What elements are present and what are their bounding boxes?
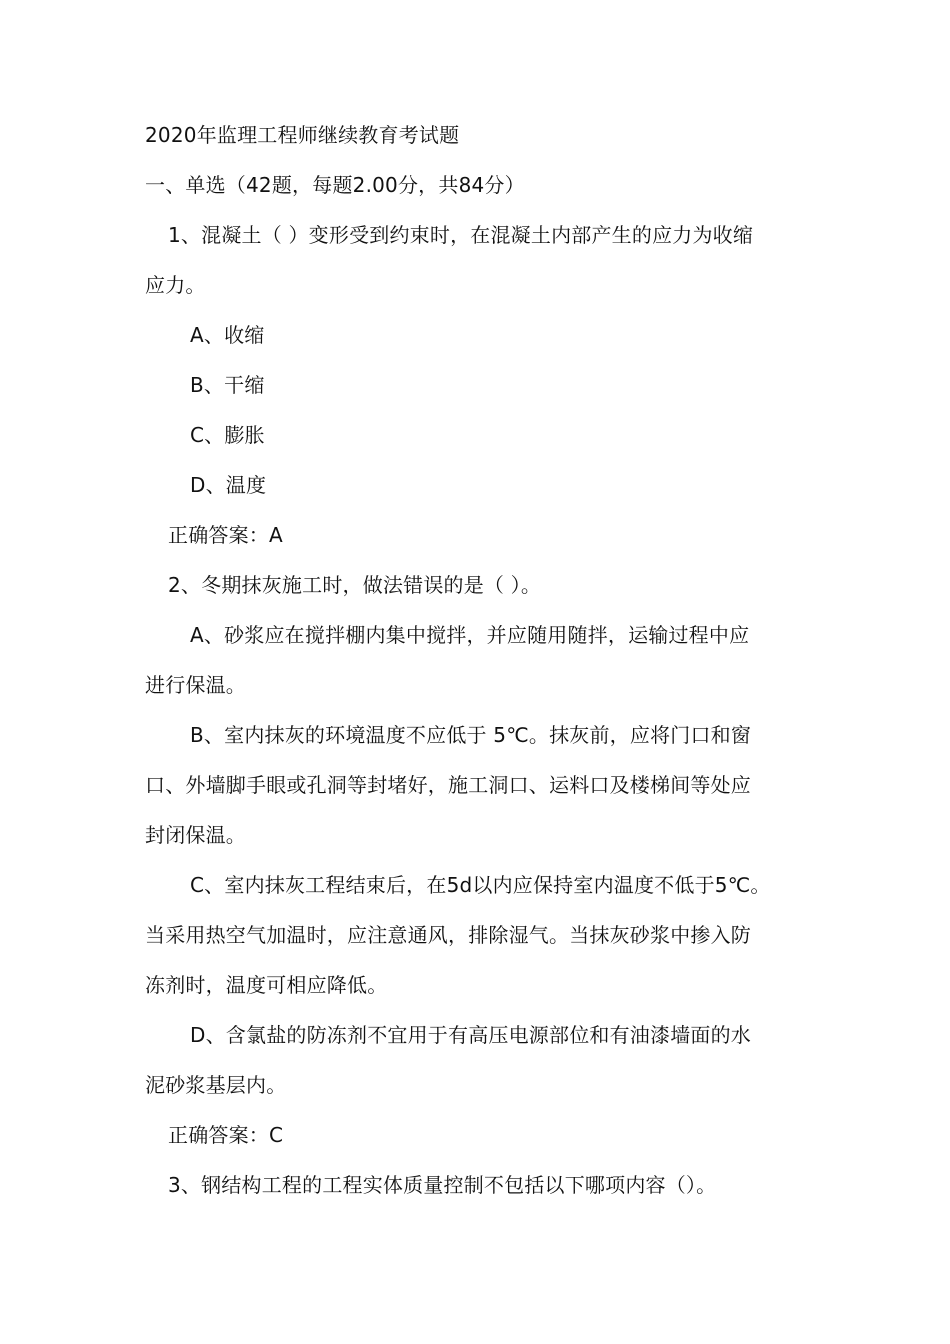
question-2-option-a-line-1: A、砂浆应在搅拌棚内集中搅拌，并应随用随拌，运输过程中应 xyxy=(190,623,750,647)
question-2-stem: 2、冬期抹灰施工时，做法错误的是（ ）。 xyxy=(168,573,542,597)
question-1-option-c: C、膨胀 xyxy=(190,423,265,447)
question-2-option-d-line-1: D、含氯盐的防冻剂不宜用于有高压电源部位和有油漆墙面的水 xyxy=(190,1023,751,1047)
question-2-option-c-line-1: C、室内抹灰工程结束后，在5d以内应保持室内温度不低于5℃。 xyxy=(190,873,771,897)
question-2-option-c-line-3: 冻剂时，温度可相应降低。 xyxy=(145,973,388,997)
question-2-option-a-line-2: 进行保温。 xyxy=(145,673,246,697)
question-1-stem-line-1: 1、混凝土（ ）变形受到约束时，在混凝土内部产生的应力为收缩 xyxy=(168,223,754,247)
question-1-stem-line-2: 应力。 xyxy=(145,273,206,297)
document-title: 2020年监理工程师继续教育考试题 xyxy=(145,123,460,147)
question-2-option-d-line-2: 泥砂浆基层内。 xyxy=(145,1073,287,1097)
question-3-stem: 3、钢结构工程的工程实体质量控制不包括以下哪项内容（）。 xyxy=(168,1173,717,1197)
question-1-option-d: D、温度 xyxy=(190,473,267,497)
question-2-option-b-line-2: 口、外墙脚手眼或孔洞等封堵好，施工洞口、运料口及楼梯间等处应 xyxy=(145,773,751,797)
question-1-option-a: A、收缩 xyxy=(190,323,265,347)
question-2-option-b-line-1: B、室内抹灰的环境温度不应低于 5℃。抹灰前，应将门口和窗 xyxy=(190,723,752,747)
question-1-option-b: B、干缩 xyxy=(190,373,265,397)
question-2-answer: 正确答案：C xyxy=(168,1123,284,1147)
question-1-answer: 正确答案：A xyxy=(168,523,283,547)
section-heading: 一、单选（42题，每题2.00分，共84分） xyxy=(145,173,525,197)
question-2-option-c-line-2: 当采用热空气加温时，应注意通风，排除湿气。当抹灰砂浆中掺入防 xyxy=(145,923,751,947)
question-2-option-b-line-3: 封闭保温。 xyxy=(145,823,246,847)
